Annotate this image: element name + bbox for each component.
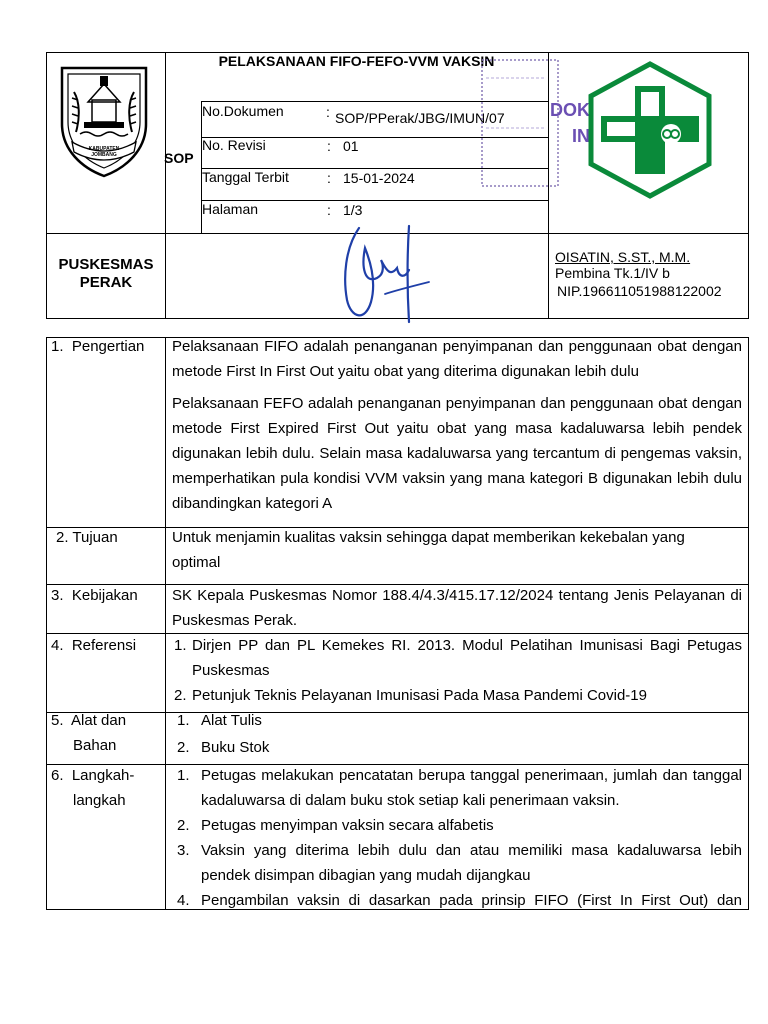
logo-banner-text: KABUPATEN JOMBANG [88, 146, 120, 158]
langkah-item [177, 763, 742, 813]
meta-label-halaman: Halaman [202, 201, 259, 217]
langkah-item [177, 888, 742, 908]
meta-label-tanggal: Tanggal Terbit [202, 169, 289, 185]
signatory-rank: Pembina Tk.1/IV b [555, 265, 670, 281]
org-name-line1: PUSKESMAS [58, 256, 154, 273]
meta-value-revisi: 01 [343, 138, 359, 154]
pengertian-fefo-text: Pelaksanaan FEFO adalah penanganan penyimpanan dan penggunaan obat dengan metode First Expired First Out yaitu obat yang masa kadaluwarsa lebih pendek digunakan lebih dulu. Selain masa kadaluwarsa yang tercantum di pengemas vaksin, memperhatikan pula kondisi VVM vaksin yang mana kategori B digunakan lebih dulu dibandingkan kategori A [172, 395, 742, 512]
langkah-item-text: Vaksin yang diterima lebih dulu dan atau memiliki masa kadaluwarsa lebih pendek disimpan dibagian yang mudah dijangkau [201, 842, 742, 884]
document-stamp [480, 58, 590, 188]
referensi-item-number: 1. [174, 637, 187, 654]
meta-label-dokumen: No.Dokumen [202, 103, 284, 119]
langkah-item-text: Petugas menyimpan vaksin secara alfabetis [201, 817, 494, 834]
referensi-item-text: Dirjen PP dan PL Kemekes RI. 2013. Modul Pelatihan Imunisasi Bagi Petugas Puskesmas [192, 637, 742, 679]
label-langkah [51, 763, 134, 813]
label-referensi: 4. Referensi [51, 637, 137, 654]
sop-label: SOP [164, 150, 194, 166]
langkah-item-text: Petugas melakukan pencatatan berupa tanggal penerimaan, jumlah dan tanggal kadaluwarsa di dalam buku stok setiap kali penerimaan vaksin. [201, 767, 742, 809]
label-alat-line1: 5. Alat dan [51, 712, 127, 729]
langkah-item-number: 1. [177, 767, 190, 784]
meta-colon-dokumen: : [326, 104, 330, 120]
alat-item-text: Buku Stok [201, 739, 270, 756]
langkah-item [177, 813, 742, 838]
meta-value-tanggal: 15-01-2024 [343, 170, 415, 186]
puskesmas-logo [585, 60, 715, 200]
meta-label-revisi: No. Revisi [202, 137, 266, 153]
doc-title: PELAKSANAAN FIFO-FEFO-VVM VAKSIN [218, 53, 495, 69]
langkah-item-number: 3. [177, 842, 190, 859]
tujuan-text: Untuk menjamin kualitas vaksin sehingga dapat memberikan kekebalan yang optimal [172, 529, 685, 571]
langkah-item-number: 2. [177, 817, 190, 834]
alat-item [177, 735, 737, 760]
signature [325, 218, 435, 328]
kebijakan-text: SK Kepala Puskesmas Nomor 188.4/4.3/415.17.12/2024 tentang Jenis Pelayanan di Puskesmas Perak. [172, 587, 742, 629]
label-pengertian: 1. Pengertian [51, 338, 145, 355]
label-tujuan: 2. Tujuan [56, 529, 118, 546]
meta-value-dokumen: SOP/PPerak/JBG/IMUN/07 [335, 110, 505, 126]
alat-item-number: 1. [177, 712, 190, 729]
meta-colon-halaman: : [327, 202, 331, 218]
label-kebijakan: 3. Kebijakan [51, 587, 138, 604]
stamp-text-1: DOK [550, 100, 590, 120]
stamp-text-2: IN [572, 126, 590, 146]
label-langkah-line1: 6. Langkah- [51, 767, 135, 784]
langkah-item [177, 838, 742, 888]
org-name [47, 256, 165, 292]
alat-item-number: 2. [177, 739, 190, 756]
alat-item-text: Alat Tulis [201, 712, 262, 729]
signatory-name: OISATIN, S.ST., M.M. [555, 249, 691, 265]
label-alat-line2: Bahan [73, 737, 117, 754]
referensi-item [174, 633, 742, 683]
signatory-nip: NIP.196611051988122002 [557, 283, 722, 299]
org-name-line2: PERAK [79, 274, 133, 291]
referensi-item [174, 683, 742, 708]
meta-value-halaman: 1/3 [343, 202, 363, 218]
pengertian-fifo-text: Pelaksanaan FIFO adalah penanganan penyimpanan dan penggunaan obat dengan metode First In First Out yaitu obat yang diterima digunakan lebih dulu [172, 338, 742, 380]
label-alat-bahan [51, 708, 126, 758]
regency-logo [54, 62, 154, 180]
referensi-item-text: Petunjuk Teknis Pelayanan Imunisasi Pada Masa Pandemi Covid-19 [192, 687, 647, 704]
label-langkah-line2: langkah [73, 792, 126, 809]
meta-colon-tanggal: : [327, 170, 331, 186]
meta-colon-revisi: : [327, 138, 331, 154]
langkah-item-text: Pengambilan vaksin di dasarkan pada prinsip FIFO (First In First Out) dan [201, 892, 742, 908]
langkah-item-number: 4. [177, 892, 190, 908]
alat-item [177, 708, 737, 733]
referensi-item-number: 2. [174, 687, 187, 704]
